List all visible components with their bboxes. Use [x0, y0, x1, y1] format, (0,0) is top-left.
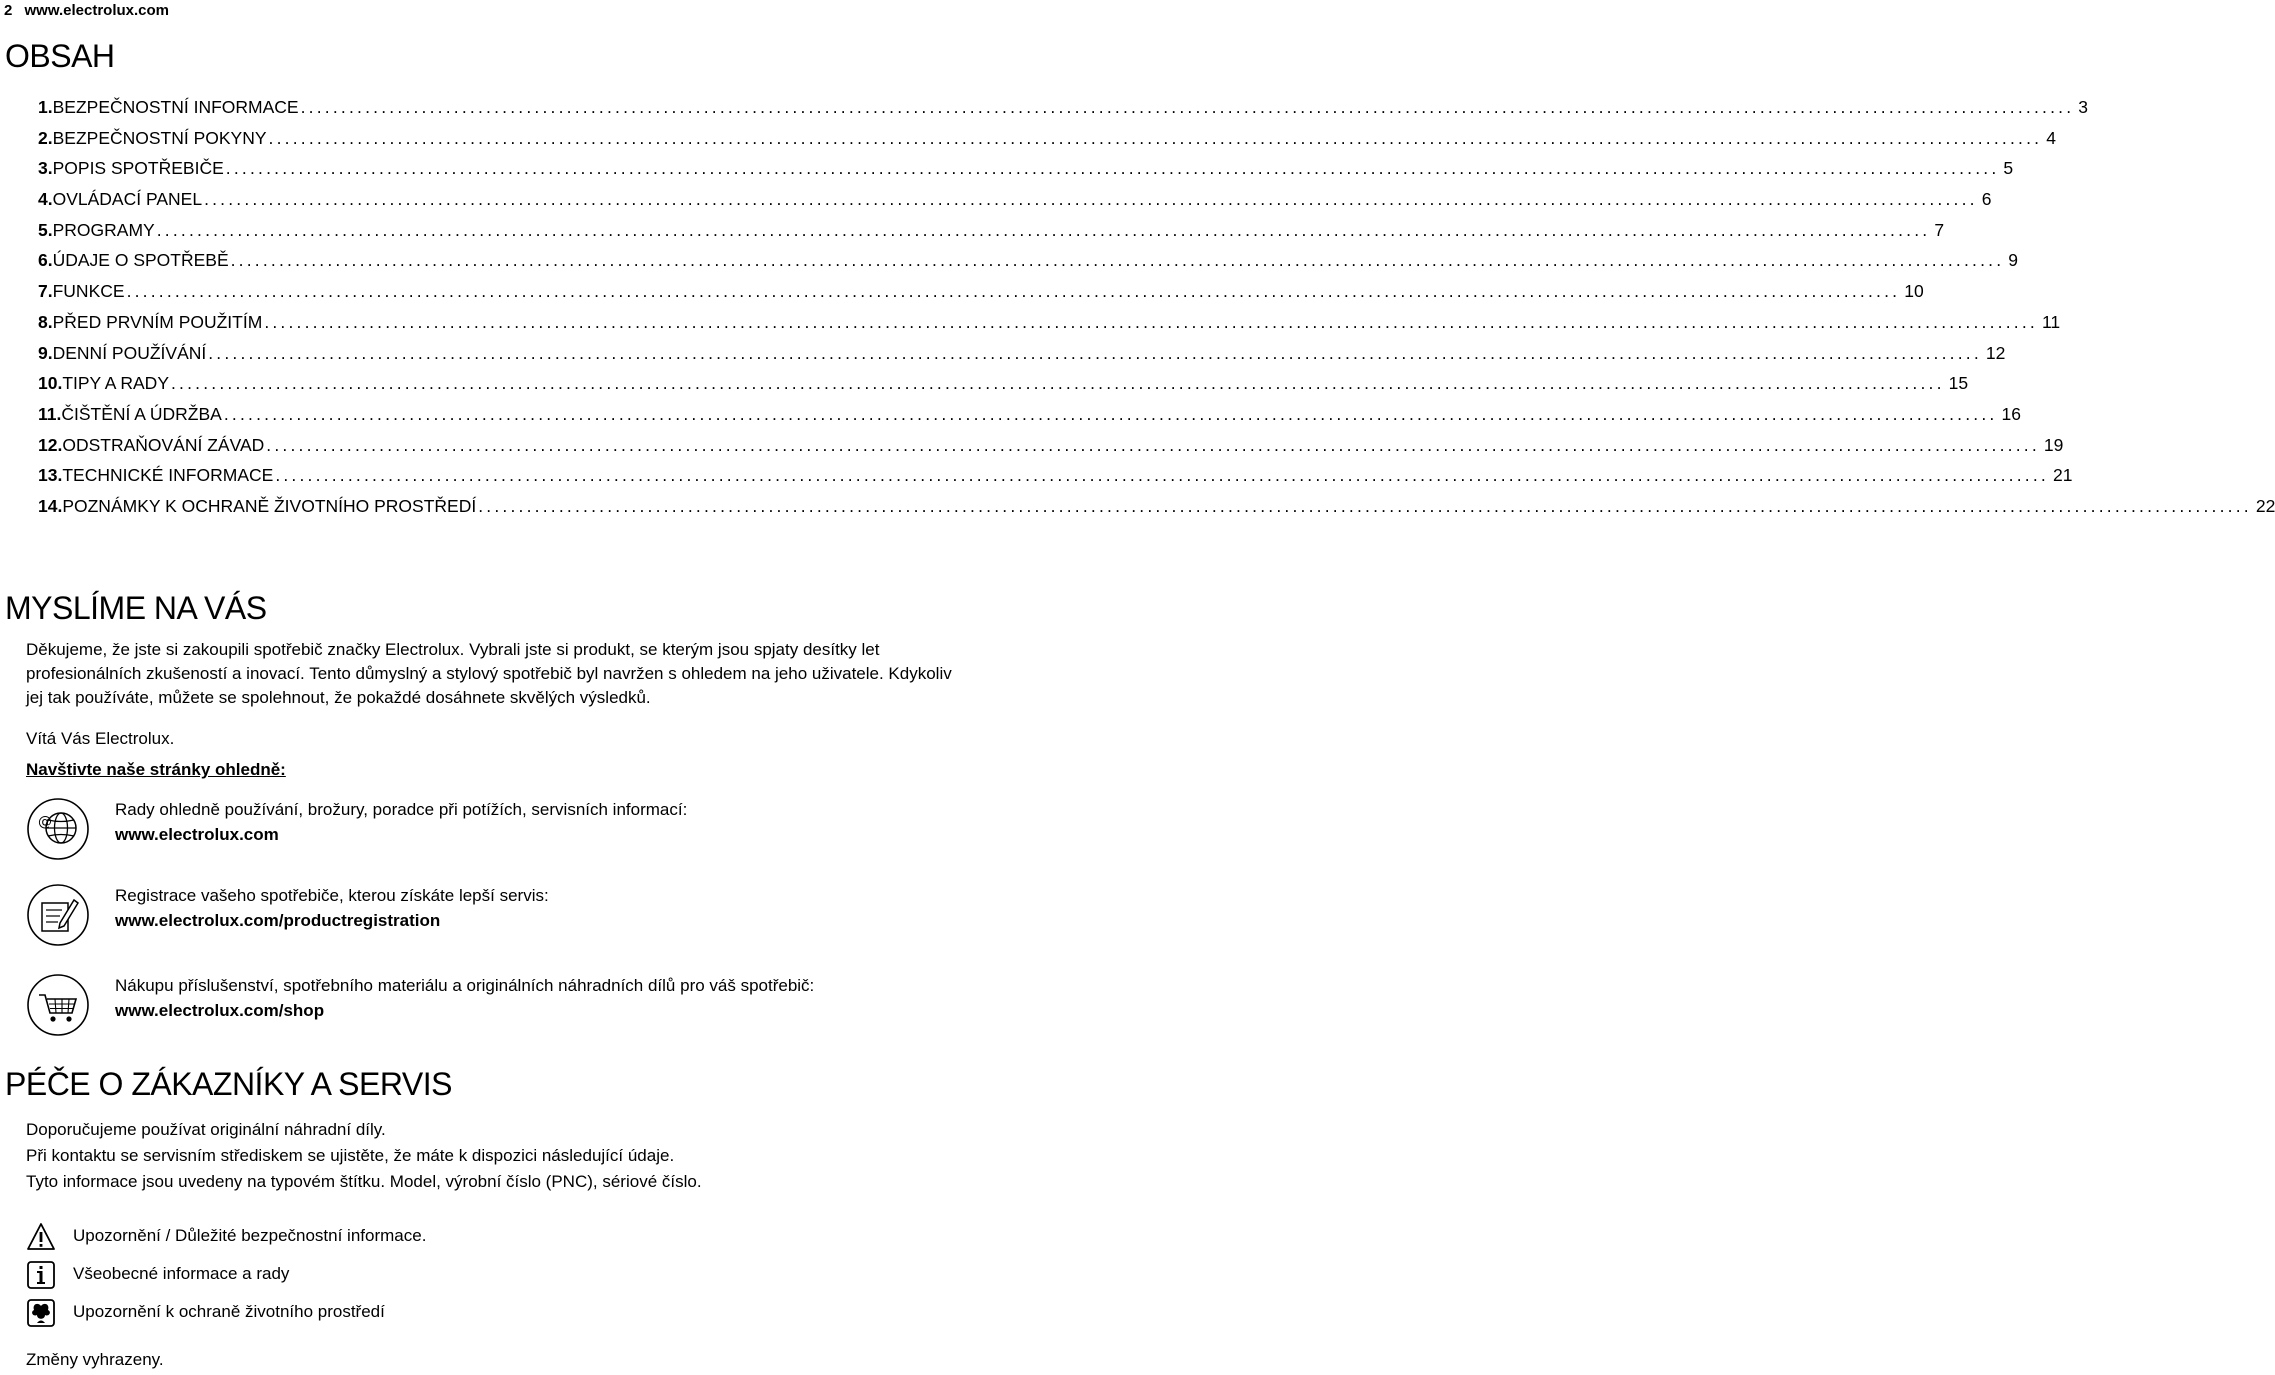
toc-leader-dots: ............................................................................................................................................................................................................................ [478, 495, 2252, 516]
toc-item[interactable] [38, 250, 2019, 281]
section-title-thinking: MYSLÍME NA VÁS [5, 590, 267, 626]
toc-item-number: 5. [38, 219, 53, 240]
toc-item-page: 12 [1985, 342, 2006, 363]
toc-item[interactable] [38, 158, 2014, 189]
toc-item-page: 4 [2046, 127, 2056, 148]
notice-environment [26, 1298, 626, 1328]
toc-item-label: PROGRAMY [52, 219, 155, 240]
registration-icon [26, 883, 90, 947]
toc-title: OBSAH [5, 38, 115, 74]
environment-icon [26, 1298, 56, 1328]
changes-note: Změny vyhrazeny. [26, 1350, 164, 1369]
care-line: Tyto informace jsou uvedeny na typovém štítku. Model, výrobní číslo (PNC), sériové číslo. [26, 1172, 702, 1191]
toc-item[interactable] [38, 495, 2275, 527]
shopping-cart-icon [26, 973, 90, 1037]
link-description: Nákupu příslušenství, spotřebního materiálu a originálních náhradních dílů pro váš spotřebič: [115, 976, 815, 995]
section-title-care: PÉČE O ZÁKAZNÍKY A SERVIS [5, 1066, 452, 1102]
toc-item-number: 6. [38, 250, 53, 271]
toc-item[interactable] [38, 219, 1945, 251]
visit-heading: Navštivte naše stránky ohledně: [26, 760, 286, 779]
toc-item-label: FUNKCE [52, 281, 125, 302]
toc-item-number: 7. [38, 281, 53, 302]
toc-item-label: POZNÁMKY K OCHRANĚ ŽIVOTNÍHO PROSTŘEDÍ [62, 495, 477, 516]
toc-leader-dots: ............................................................................................................................................................................................................................ [204, 189, 1978, 210]
link-row-support [26, 797, 956, 877]
link-url-registration[interactable]: www.electrolux.com/productregistration [115, 911, 441, 930]
toc-item[interactable] [38, 311, 2061, 343]
intro-paragraph: Děkujeme, že jste si zakoupili spotřebič značky Electrolux. Vybrali jste si produkt, se kterým jsou spjaty desítky let profesionálních zkušeností a inovací. Tento důmyslný a stylový spotřebič byl navržen s ohledem na jeho uživatele. Kdykoliv jej tak používáte, můžete se spolehnout, že pokaždé dosáhnete skvělých výsledků. [26, 640, 952, 707]
toc-item-label: DENNÍ POUŽÍVÁNÍ [52, 342, 207, 363]
page-header [4, 2, 169, 19]
care-line: Doporučujeme používat originální náhradní díly. [26, 1120, 386, 1139]
toc-item[interactable] [38, 403, 2021, 435]
toc-leader-dots: ............................................................................................................................................................................................................................ [223, 403, 1998, 424]
toc-leader-dots: ............................................................................................................................................................................................................................ [171, 373, 1945, 394]
toc-item-page: 22 [2255, 495, 2275, 516]
svg-text:@: @ [38, 814, 52, 830]
info-icon [26, 1260, 56, 1290]
notice-text: Upozornění / Důležité bezpečnostní informace. [73, 1226, 427, 1245]
toc-leader-dots: ............................................................................................................................................................................................................................ [268, 127, 2043, 148]
toc-item[interactable] [38, 281, 1924, 312]
page-number: 2 [4, 2, 13, 19]
header-site: www.electrolux.com [24, 2, 170, 19]
welcome-text: Vítá Vás Electrolux. [26, 729, 175, 748]
toc-item-page: 11 [2041, 311, 2061, 332]
toc-item-label: PŘED PRVNÍM POUŽITÍM [52, 311, 263, 332]
toc-item-page: 7 [1934, 219, 1945, 240]
toc-item-number: 14. [38, 495, 63, 516]
toc-item-label: TIPY A RADY [62, 373, 169, 394]
toc-leader-dots: ............................................................................................................................................................................................................................ [264, 311, 2038, 332]
toc-leader-dots: ............................................................................................................................................................................................................................ [126, 281, 1901, 302]
toc-item-number: 12. [38, 434, 63, 455]
globe-icon [26, 797, 90, 861]
notice-warning [26, 1222, 626, 1252]
notice-info [26, 1260, 626, 1290]
toc-item[interactable] [38, 97, 2088, 128]
toc-leader-dots: ............................................................................................................................................................................................................................ [230, 250, 2005, 271]
toc-item-number: 9. [38, 342, 53, 363]
toc-item-page: 6 [1981, 189, 1992, 210]
toc-item-number: 10. [38, 373, 63, 394]
toc-item-label: ČIŠTĚNÍ A ÚDRŽBA [61, 403, 222, 424]
toc-item-number: 1. [38, 97, 53, 117]
toc-leader-dots: ............................................................................................................................................................................................................................ [266, 434, 2040, 455]
table-of-contents [38, 97, 2275, 527]
notice-text: Upozornění k ochraně životního prostředí [73, 1302, 385, 1321]
toc-item-label: OVLÁDACÍ PANEL [52, 189, 203, 210]
link-url-support[interactable]: www.electrolux.com [115, 825, 279, 844]
toc-item-label: BEZPEČNOSTNÍ POKYNY [52, 127, 267, 148]
toc-item-label: BEZPEČNOSTNÍ INFORMACE [52, 97, 299, 117]
toc-leader-dots: ............................................................................................................................................................................................................................ [275, 465, 2049, 486]
warning-icon [26, 1222, 56, 1252]
toc-item[interactable] [38, 465, 2073, 496]
toc-item-page: 5 [2003, 158, 2014, 179]
toc-item[interactable] [38, 342, 2006, 374]
toc-leader-dots: ............................................................................................................................................................................................................................ [300, 97, 2075, 117]
link-description: Rady ohledně používání, brožury, poradce při potížích, servisních informací: [115, 800, 688, 819]
toc-item-label: ÚDAJE O SPOTŘEBĚ [52, 250, 229, 271]
care-paragraph [26, 1117, 956, 1195]
toc-leader-dots: ............................................................................................................................................................................................................................ [208, 342, 1982, 363]
toc-item-number: 3. [38, 158, 53, 179]
toc-item-number: 4. [38, 189, 53, 210]
toc-item-number: 2. [38, 127, 53, 148]
toc-item-page: 3 [2078, 97, 2088, 117]
toc-item-page: 21 [2052, 465, 2073, 486]
toc-leader-dots: ............................................................................................................................................................................................................................ [225, 158, 2000, 179]
toc-item-page: 16 [2001, 403, 2021, 424]
toc-item[interactable] [38, 189, 1992, 220]
link-url-shop[interactable]: www.electrolux.com/shop [115, 1001, 325, 1020]
toc-item-page: 10 [1904, 281, 1924, 302]
care-line: Při kontaktu se servisním střediskem se ujistěte, že máte k dispozici následující údaje. [26, 1146, 675, 1165]
link-row-shop [26, 973, 956, 1053]
link-description: Registrace vašeho spotřebiče, kterou získáte lepší servis: [115, 886, 549, 905]
toc-item-label: POPIS SPOTŘEBIČE [52, 158, 224, 179]
notice-text: Všeobecné informace a rady [73, 1264, 290, 1283]
toc-item-page: 15 [1948, 373, 1969, 394]
toc-item-label: ODSTRAŇOVÁNÍ ZÁVAD [62, 434, 265, 455]
toc-item-number: 8. [38, 311, 53, 332]
toc-item-page: 19 [2043, 434, 2064, 455]
toc-item[interactable] [38, 373, 1969, 404]
toc-item-page: 9 [2008, 250, 2019, 271]
toc-item-label: TECHNICKÉ INFORMACE [62, 465, 274, 486]
link-row-registration [26, 883, 956, 963]
toc-item[interactable] [38, 434, 2064, 466]
toc-item[interactable] [38, 127, 2056, 159]
toc-item-number: 11. [38, 403, 62, 424]
toc-leader-dots: ............................................................................................................................................................................................................................ [156, 219, 1931, 240]
toc-item-number: 13. [38, 465, 63, 486]
